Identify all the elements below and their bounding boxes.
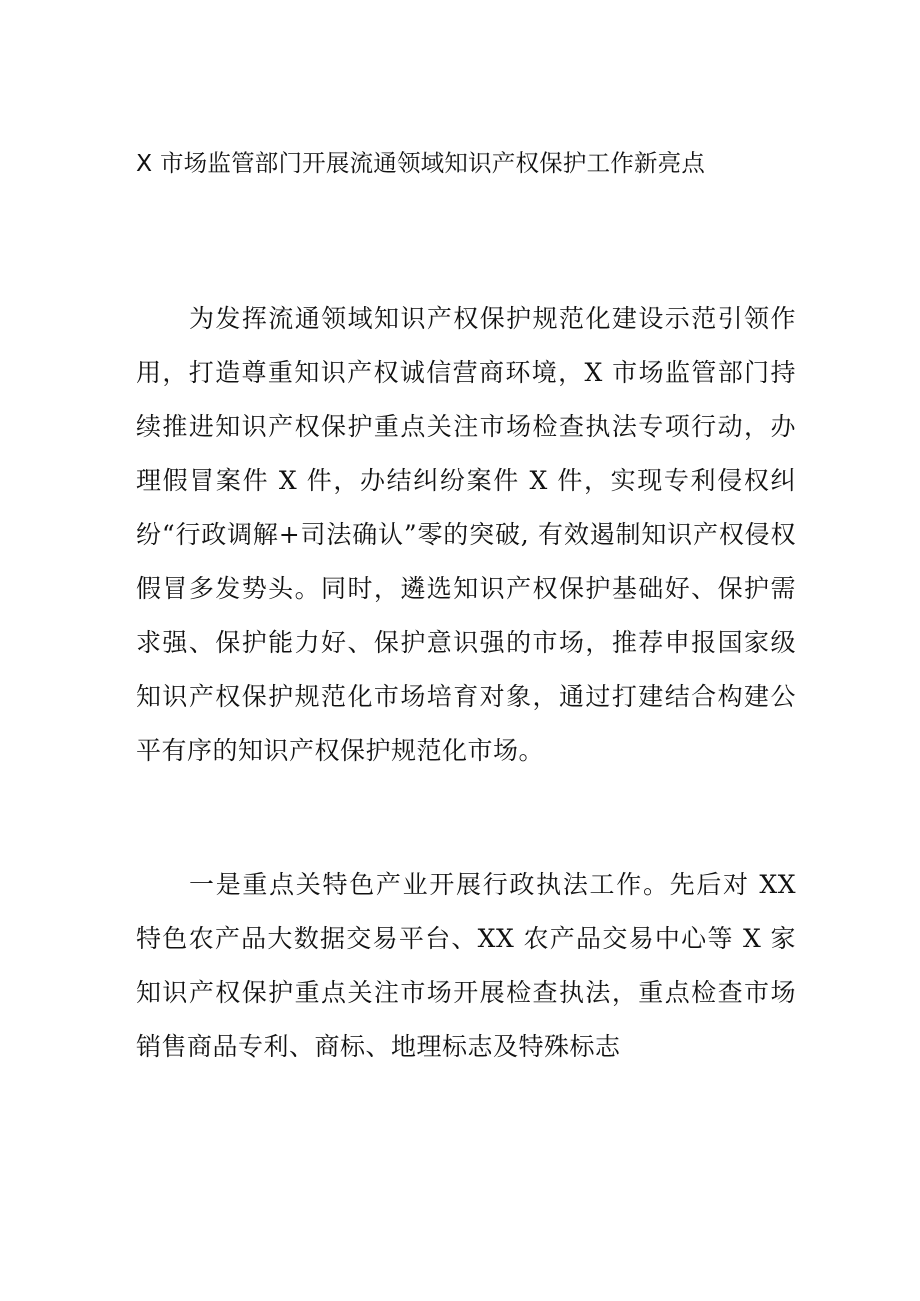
document-title: X 市场监管部门开展流通领域知识产权保护工作新亮点: [136, 149, 706, 177]
body-paragraph-1: 为发挥流通领域知识产权保护规范化建设示范引领作用，打造尊重知识产权诚信营商环境，X 市场监管部门持续推进知识产权保护重点关注市场检查执法专项行动，办理假冒案件 X 件，办结纠纷案件 X 件，实现专利侵权纠纷“行政调解+司法确认”零的突破, 有效遏制知识产权侵权假冒多发势头。同时，遴选知识产权保护基础好、保护需求强、保护能力好、保护意识强的市场，推荐申报国家级知识产权保护规范化市场培育对象，通过打建结合构建公平有序的知识产权保护规范化市场。: [136, 304, 796, 765]
body-paragraph-2: 一是重点关特色产业开展行政执法工作。先后对 XX 特色农产品大数据交易平台、XX 农产品交易中心等 X 家知识产权保护重点关注市场开展检查执法，重点检查市场销售商品专利、商标、地理标志及特殊标志: [136, 870, 796, 1061]
